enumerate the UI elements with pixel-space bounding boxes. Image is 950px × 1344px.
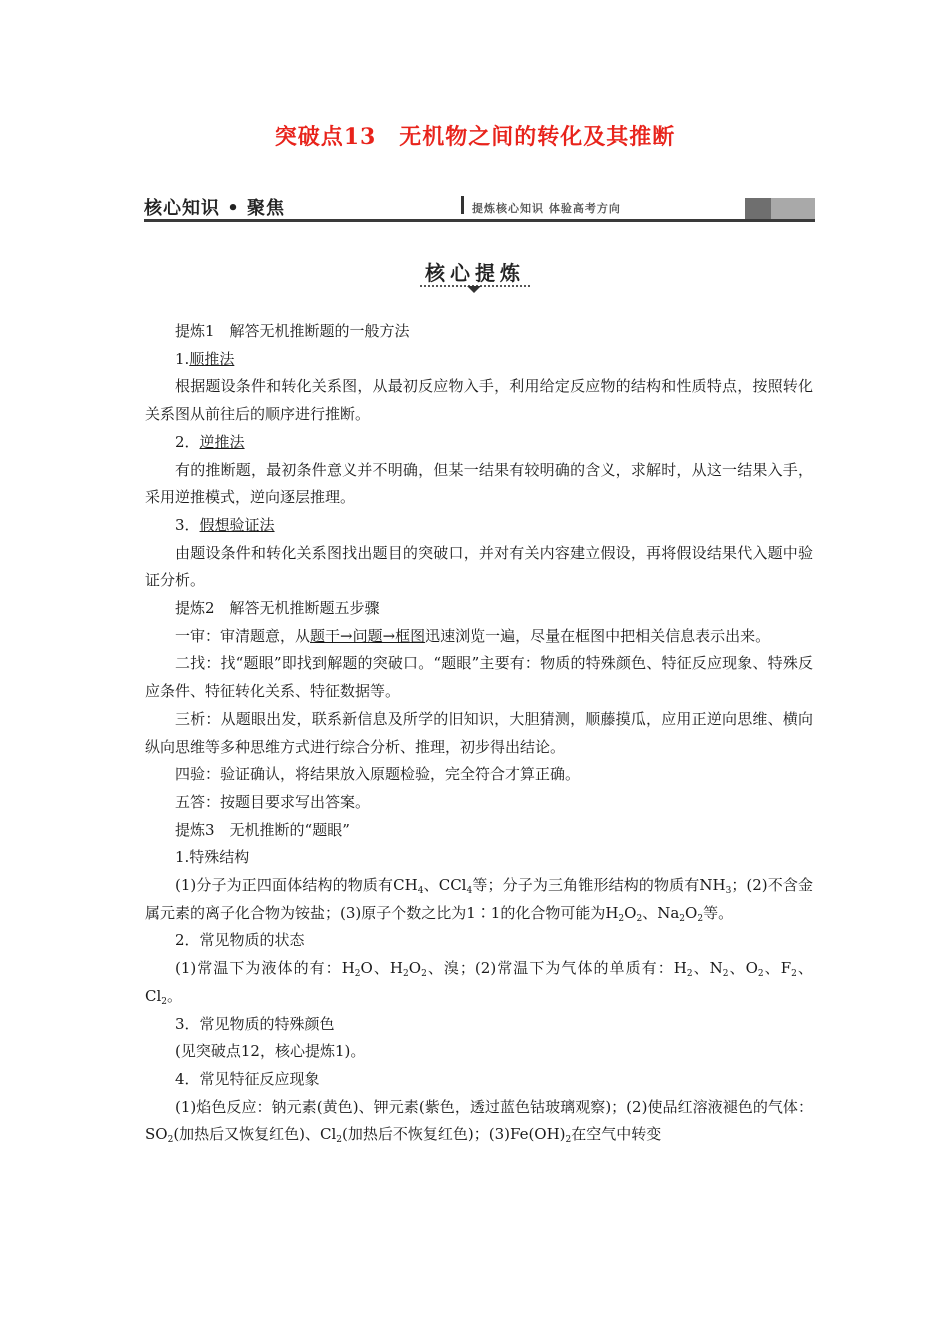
paragraph: 根据题设条件和转化关系图，从最初反应物入手，利用给定反应物的结构和性质特点，按照转化关系图从前往后的顺序进行推断。	[145, 377, 813, 424]
triangle-down-icon	[467, 286, 481, 293]
paragraph: 3．常见物质的特殊颜色	[175, 1014, 335, 1033]
banner-rule	[144, 219, 815, 222]
banner-decor-light	[771, 198, 815, 219]
paragraph: 一审：审清题意，从题干→问题→框图迅速浏览一遍，尽量在框图中把相关信息表示出来。	[175, 626, 771, 645]
document-body	[145, 318, 813, 1149]
paragraph: 提炼1 解答无机推断题的一般方法	[175, 322, 410, 340]
banner-separator	[461, 196, 464, 214]
paragraph: 有的推断题，最初条件意义并不明确，但某一结果有较明确的含义，求解时，从这一结果入手，采用逆推模式，逆向逐层推理。	[145, 460, 813, 507]
paragraph: 二找：找“题眼”即找到解题的突破口。“题眼”主要有：物质的特殊颜色、特征反应现象、特殊反应条件、特征转化关系、特征数据等。	[145, 654, 813, 701]
page-title: 突破点13 无机物之间的转化及其推断	[274, 124, 676, 150]
paragraph: (1)常温下为液体的有：$H_2O$、$H_2O_2$、溴；(2)常温下为气体的单质有：$H_2$、$N_2$、$O_2$、$F_2$、$Cl_2$。	[145, 959, 813, 1007]
paragraph: 由题设条件和转化关系图找出题目的突破口，并对有关内容建立假设，再将假设结果代入题中验证分析。	[145, 543, 813, 590]
paragraph: 4．常见特征反应现象	[175, 1069, 320, 1088]
paragraph: (1)焰色反应：钠元素(黄色)、钾元素(紫色，透过蓝色钴玻璃观察)；(2)使品红溶液褪色的气体：$SO_2$(加热后又恢复红色)、$Cl_2$(加热后不恢复红色)；$(3)Fe(OH)_2$在空气中转变	[145, 1097, 813, 1146]
banner-decor-dark	[745, 198, 771, 219]
paragraph: 2．逆推法	[175, 432, 245, 451]
banner-subtitle: 提炼核心知识 体验高考方向	[472, 202, 621, 215]
paragraph: 2．常见物质的状态	[175, 931, 305, 950]
paragraph: 三析：从题眼出发，联系新信息及所学的旧知识，大胆猜测，顺藤摸瓜，应用正逆向思维、横向纵向思维等多种思维方式进行综合分析、推理，初步得出结论。	[145, 709, 813, 756]
paragraph: 提炼3 无机推断的“题眼”	[175, 820, 350, 839]
paragraph: 3．假想验证法	[175, 515, 275, 534]
paragraph: 1.特殊结构	[175, 848, 250, 867]
paragraph: (1)分子为正四面体结构的物质有$CH_4$、CCl$_4$等；分子为三角锥形结构的物质有$NH_3$；(2)不含金属元素的离子化合物为铵盐；(3)原子个数之比为1∶1的化合物可能为$H_2O_2$、$Na_2O_2$等。	[145, 876, 813, 924]
section-banner	[144, 192, 815, 222]
paragraph: 提炼2 解答无机推断题五步骤	[175, 599, 380, 618]
paragraph: 1.顺推法	[175, 349, 235, 368]
section-heading-text: 核心提炼	[425, 261, 525, 285]
paragraph: (见突破点12，核心提炼1)。	[175, 1042, 366, 1061]
banner-title: 核心知识 • 聚焦	[144, 198, 286, 219]
paragraph: 五答：按题目要求写出答案。	[175, 792, 371, 811]
paragraph: 四验：验证确认，将结果放入原题检验，完全符合才算正确。	[175, 765, 581, 784]
